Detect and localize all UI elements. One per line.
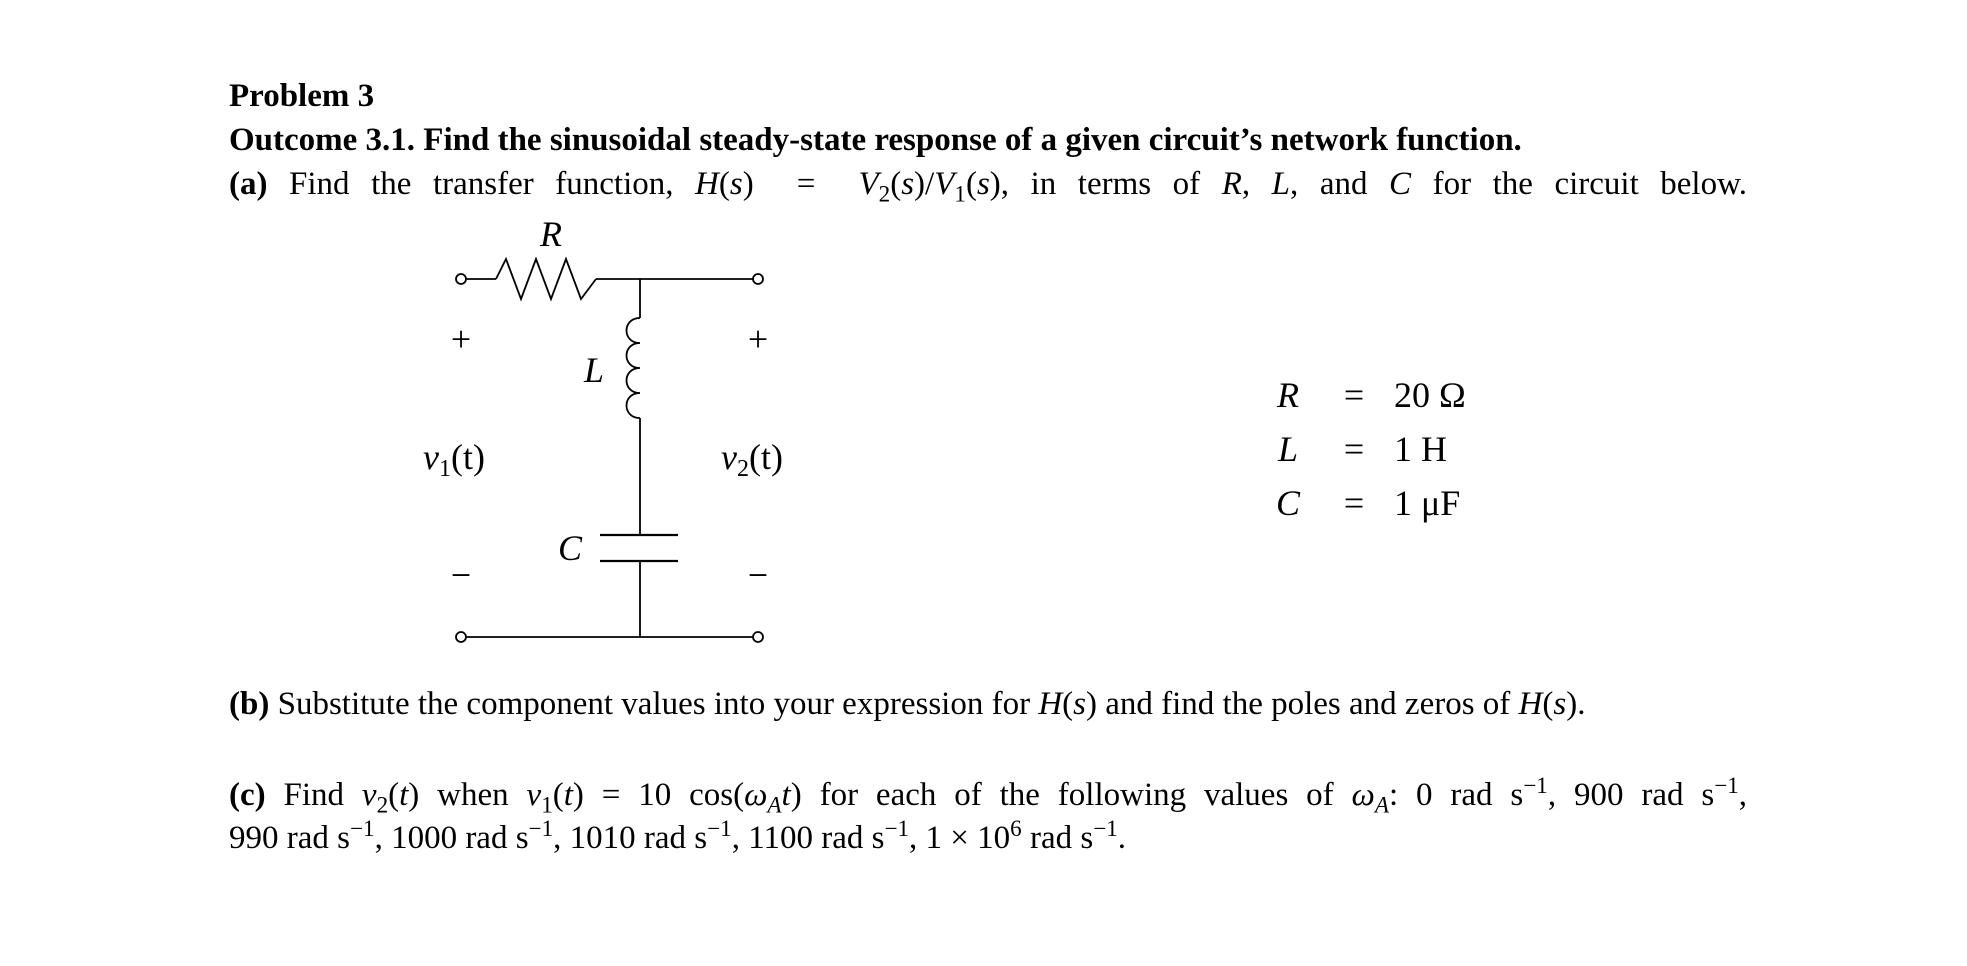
terminal-top-right (753, 274, 763, 284)
v1-minus-sign: − (450, 555, 472, 595)
part-c-text1: Find (283, 777, 345, 813)
part-c-text-line1: (c) Find $v_2(t)$ when $v_1(t) = 10$ $\cos(\omega_At)$ for each of the following values of $\omega_A$: 0 rad $s^{-1}$, 900 rad $s^{-1}$, (229, 772, 1748, 818)
terminal-bottom-right (753, 632, 763, 642)
transfer-function-expression: $H(s) = V_2(s)/V_1(s)$, (695, 166, 1010, 207)
component-values-table (1262, 374, 1514, 536)
resistor-label: R (540, 214, 562, 254)
part-b-label: (b) (229, 686, 270, 722)
part-c-label: (c) (229, 777, 266, 813)
v2-minus-sign: − (747, 555, 769, 595)
capacitor-label: C (557, 528, 583, 568)
inductor-symbol (627, 318, 641, 418)
outcome-heading: Outcome 3.1. Find the sinusoidal steady-state response of a given circuit’s network function. (229, 122, 1522, 158)
part-b-text: (b) Substitute the component values into your expression for H(s) and find the poles and zeros of H(s). (229, 686, 1586, 722)
part-b-text1: Substitute the component values into your expression for (277, 686, 1031, 722)
v2-label: v2(t) (721, 437, 783, 482)
terminal-top-left (456, 274, 466, 284)
v2-plus-sign: + (747, 319, 769, 359)
part-a-text3: and (1319, 166, 1368, 202)
part-a-text2: in terms of (1030, 166, 1201, 202)
part-a-text4: for the circuit below. (1432, 166, 1748, 202)
part-a-text: (a) Find the transfer function, $H(s) = V_2(s)/V_1(s)$, in terms of R, L, and C for the circuit below. (229, 166, 1748, 207)
part-b-text2: and find the poles and zeros of (1105, 686, 1511, 722)
component-row-l: L = 1 H (1277, 429, 1447, 469)
problem-title: Problem 3 (229, 78, 375, 114)
omega-value-1100: 1100 rad $s^{-1}$, (748, 815, 918, 856)
component-row-c: C = 1 μF (1275, 483, 1461, 523)
omega-value-0: 0 rad $s^{-1}$, (1416, 772, 1557, 813)
omega-value-1010: 1010 rad $s^{-1}$, (569, 815, 740, 856)
omega-value-1e6: $1 \times 10^6$ rad $s^{-1}$. (925, 815, 1127, 856)
v1-label: v1(t) (423, 437, 485, 482)
omega-value-900: 900 rad $s^{-1}$, (1573, 772, 1748, 813)
part-a-text1: Find the transfer function, (289, 166, 674, 202)
resistor-symbol (496, 259, 596, 299)
part-c-text-line2 (229, 815, 1126, 857)
part-c-text3: for each of the following values of (819, 777, 1334, 813)
inductor-label: L (583, 350, 605, 390)
part-a-label: (a) (229, 166, 268, 202)
part-c-text2: when (437, 777, 509, 813)
omega-value-1000: 1000 rad $s^{-1}$, (391, 815, 562, 856)
v1-plus-sign: + (450, 319, 472, 359)
terminal-bottom-left (456, 632, 466, 642)
omega-value-990: 990 rad $s^{-1}$, (229, 815, 383, 856)
component-row-r: R = 20 Ω (1277, 375, 1466, 415)
